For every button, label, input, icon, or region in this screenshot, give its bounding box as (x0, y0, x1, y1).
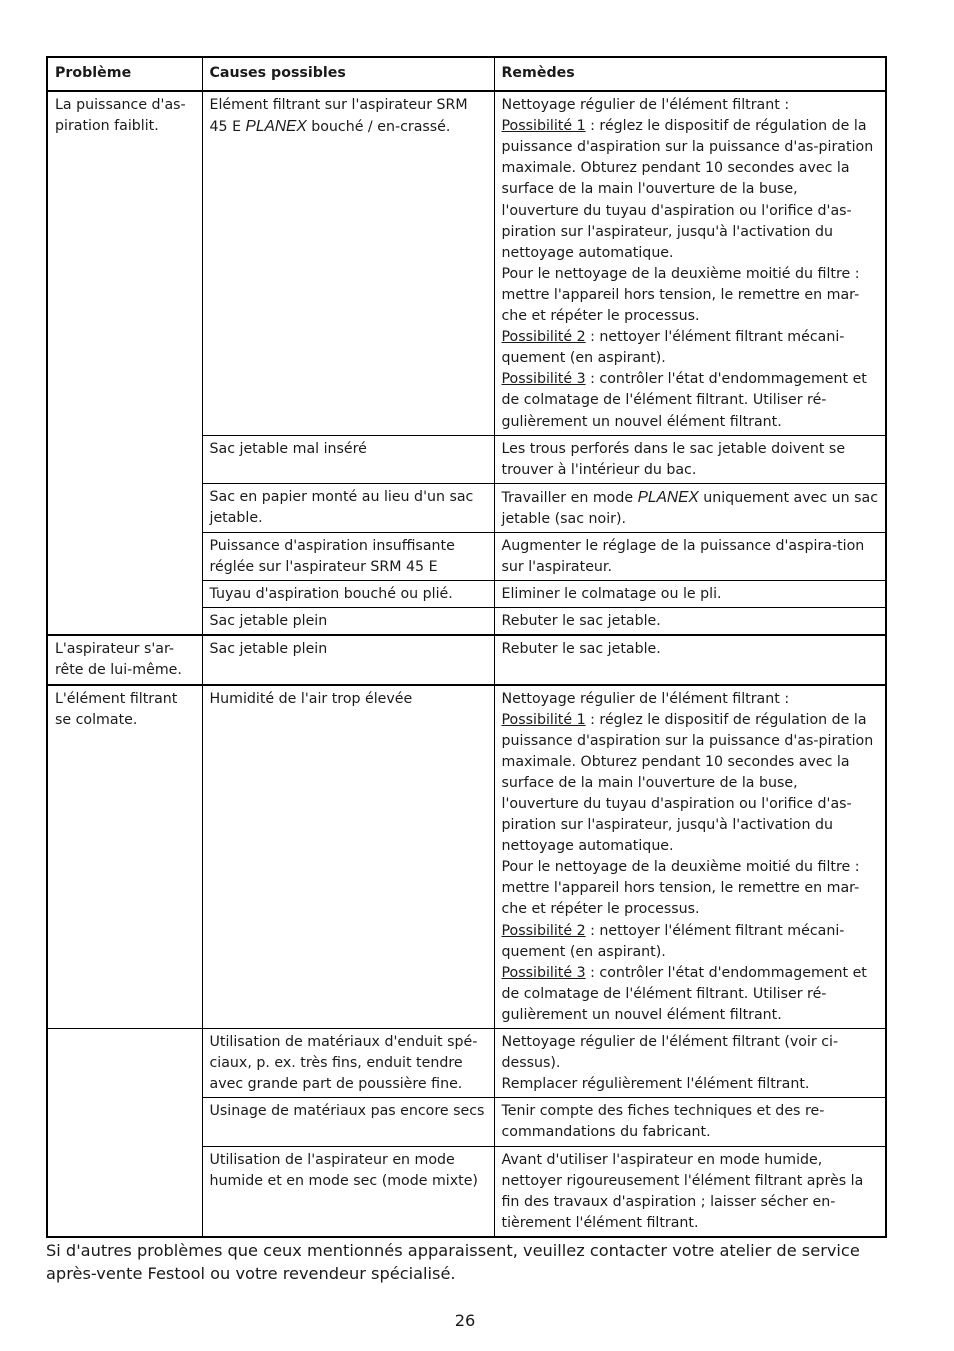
planex-mark: PLANEX (245, 118, 307, 136)
cause-cell: Usinage de matériaux pas encore secs (202, 1098, 494, 1146)
service-note: Si d'autres problèmes que ceux mentionnés apparaissent, veuillez contacter votre atelier de service après-vente Festool ou votre revendeur spécialisé. (46, 1241, 860, 1283)
remedy-cell: Rebuter le sac jetable. (494, 635, 886, 684)
cause-cell: Utilisation de l'aspirateur en mode humide et en mode sec (mode mixte) (202, 1146, 494, 1237)
table-header (47, 57, 886, 91)
remedy-cell: Avant d'utiliser l'aspirateur en mode humide, nettoyer rigoureusement l'élément filtrant après la fin des travaux d'aspiration ; laisser sécher en-tièrement l'élément filtrant. (494, 1146, 886, 1237)
remedy-cell: Nettoyage régulier de l'élément filtrant : Possibilité 1 : réglez le dispositif de régulation de la puissance d'aspiration sur la puissance d'as-piration maximale. Obturez pendant 10 secondes avec la surface de la main l'ouverture de la buse, l'ouverture du tuyau d'aspiration ou l'orifice d'as-piration sur l'aspirateur, jusqu'à l'activation du nettoyage automatique. Pour le nettoyage de la deuxième moitié du filtre : mettre l'appareil hors tension, le remettre en mar-che et répéter le processus. Possibilité 2 : nettoyer l'élément filtrant mécani-quement (en aspirant). Possibilité 3 : contrôler l'état d'endommagement et de colmatage de l'élément filtrant. Utiliser ré-gulièrement un nouvel élément filtrant. (494, 91, 886, 435)
table-row (47, 635, 886, 684)
option-3-label: Possibilité 3 (501, 964, 586, 981)
cause-cell: Humidité de l'air trop élevée (202, 685, 494, 1029)
remedy-cell: Les trous perforés dans le sac jetable doivent se trouver à l'intérieur du bac. (494, 435, 886, 483)
header-problem: Problème (47, 57, 202, 91)
cause-cell: Sac jetable mal inséré (202, 435, 494, 483)
troubleshooting-table (46, 56, 887, 1238)
page-number: 26 (454, 1311, 476, 1330)
cause-cell: Utilisation de matériaux d'enduit spé-ciaux, p. ex. très fins, enduit tendre avec grande part de poussière fine. (202, 1029, 494, 1098)
cause-cell: Sac en papier monté au lieu d'un sac jetable. (202, 483, 494, 532)
remedy-cell: Augmenter le réglage de la puissance d'aspira-tion sur l'aspirateur. (494, 532, 886, 580)
remedy-cell: Nettoyage régulier de l'élément filtrant : Possibilité 1 : réglez le dispositif de régulation de la puissance d'aspiration sur la puissance d'as-piration maximale. Obturez pendant 10 secondes avec la surface de la main l'ouverture de la buse, l'ouverture du tuyau d'aspiration ou l'orifice d'as-piration sur l'aspirateur, jusqu'à l'activation du nettoyage automatique. Pour le nettoyage de la deuxième moitié du filtre : mettre l'appareil hors tension, le remettre en mar-che et répéter le processus. Possibilité 2 : nettoyer l'élément filtrant mécani-quement (en aspirant). Possibilité 3 : contrôler l'état d'endommagement et de colmatage de l'élément filtrant. Utiliser ré-gulièrement un nouvel élément filtrant. (494, 685, 886, 1029)
cause-cell: Sac jetable plein (202, 635, 494, 684)
cause-cell: Puissance d'aspiration insuffisante réglée sur l'aspirateur SRM 45 E (202, 532, 494, 580)
header-causes: Causes possibles (202, 57, 494, 91)
remedy-cell: Nettoyage régulier de l'élément filtrant (voir ci-dessus). Remplacer régulièrement l'élément filtrant. (494, 1029, 886, 1098)
problem-cell: L'élément filtrant se colmate. (47, 685, 202, 1029)
remedy-cell: Eliminer le colmatage ou le pli. (494, 581, 886, 608)
problem-cell: La puissance d'as-piration faiblit. (47, 91, 202, 635)
planex-mark: PLANEX (637, 488, 699, 506)
option-1-label: Possibilité 1 (501, 118, 586, 135)
option-2-label: Possibilité 2 (501, 329, 586, 346)
header-remedies: Remèdes (494, 57, 886, 91)
option-1-label: Possibilité 1 (501, 711, 586, 728)
remedy-cell: Travailler en mode PLANEX uniquement avec un sac jetable (sac noir). (494, 483, 886, 532)
problem-cell: L'aspirateur s'ar-rête de lui-même. (47, 635, 202, 684)
problem-cell-empty (47, 1029, 202, 1237)
cause-cell: Sac jetable plein (202, 608, 494, 636)
table-row (47, 685, 886, 1029)
table-row (47, 1029, 886, 1098)
remedy-cell: Rebuter le sac jetable. (494, 608, 886, 636)
option-3-label: Possibilité 3 (501, 371, 586, 388)
cause-cell: Tuyau d'aspiration bouché ou plié. (202, 581, 494, 608)
remedy-cell: Tenir compte des fiches techniques et des re-commandations du fabricant. (494, 1098, 886, 1146)
table-row (47, 91, 886, 435)
cause-cell: Elément filtrant sur l'aspirateur SRM 45 E PLANEX bouché / en-crassé. (202, 91, 494, 435)
option-2-label: Possibilité 2 (501, 922, 586, 939)
